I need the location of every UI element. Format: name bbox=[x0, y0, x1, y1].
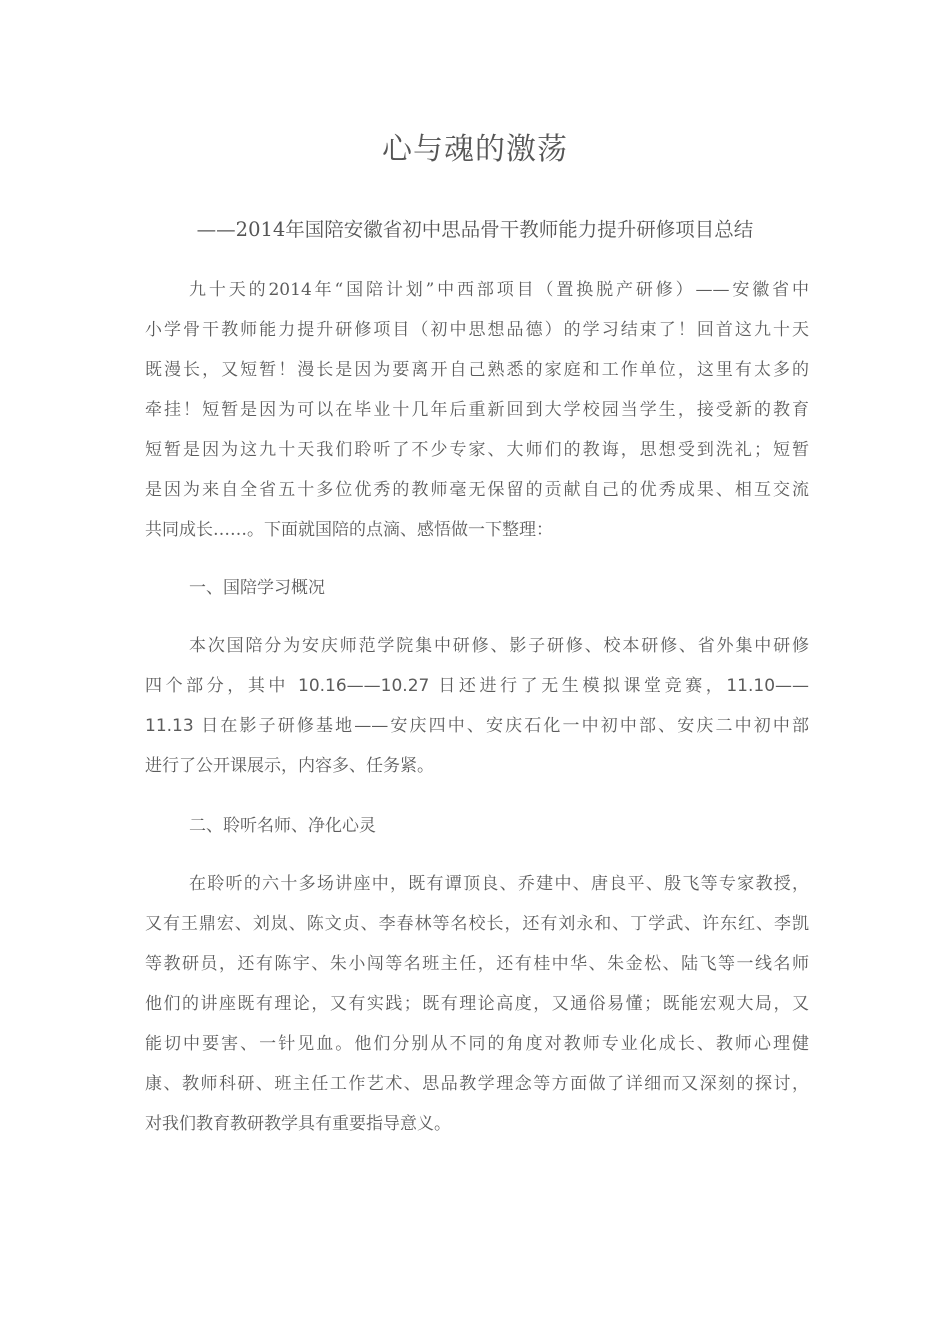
paragraph-line: 牵挂！短暂是因为可以在毕业十几年后重新回到大学校园当学生，接受新的教育 bbox=[145, 400, 809, 420]
document-title: 心与魂的激荡 bbox=[382, 132, 568, 167]
paragraph-line: 本次国陪分为安庆师范学院集中研修、影子研修、校本研修、省外集中研修 bbox=[189, 636, 809, 656]
paragraph-line: 在聆听的六十多场讲座中，既有谭顶良、乔建中、唐良平、殷飞等专家教授， bbox=[189, 874, 809, 894]
paragraph-line bbox=[145, 706, 809, 746]
paragraph-line: 康、教师科研、班主任工作艺术、思品教学理念等方面做了详细而又深刻的探讨， bbox=[145, 1074, 809, 1094]
paragraph-line: 能切中要害、一针见血。他们分别从不同的角度对教师专业化成长、教师心理健 bbox=[145, 1034, 809, 1054]
paragraph-line: 又有王鼎宏、刘岚、陈文贞、李春林等名校长，还有刘永和、丁学武、许东红、李凯 bbox=[145, 914, 809, 934]
paragraph-line: 是因为来自全省五十多位优秀的教师毫无保留的贡献自己的优秀成果、相互交流 bbox=[145, 480, 809, 500]
date-range: 10.16——10.27 bbox=[298, 676, 430, 696]
paragraph-line: 进行了公开课展示，内容多、任务紧。 bbox=[145, 756, 434, 776]
date-range: 11.13 bbox=[145, 716, 194, 736]
paragraph-lectures bbox=[145, 864, 809, 1144]
paragraph-intro bbox=[145, 270, 809, 550]
paragraph-line: 小学骨干教师能力提升研修项目（初中思想品德）的学习结束了！回首这九十天 bbox=[145, 320, 809, 340]
text-segment: 四个部分，其中 bbox=[145, 676, 290, 696]
date-range: 11.10—— bbox=[726, 676, 809, 696]
paragraph-overview bbox=[145, 626, 809, 786]
paragraph-line: 既漫长，又短暂！漫长是因为要离开自己熟悉的家庭和工作单位，这里有太多的 bbox=[145, 360, 809, 380]
paragraph-line: 对我们教育教研教学具有重要指导意义。 bbox=[145, 1114, 451, 1134]
paragraph-line: 他们的讲座既有理论，又有实践；既有理论高度，又通俗易懂；既能宏观大局，又 bbox=[145, 994, 809, 1014]
paragraph-line: 短暂是因为这九十天我们聆听了不少专家、大师们的教诲，思想受到洗礼；短暂 bbox=[145, 440, 809, 460]
section-heading-overview: 一、国陪学习概况 bbox=[189, 578, 325, 598]
paragraph-line: 共同成长……。下面就国陪的点滴、感悟做一下整理： bbox=[145, 520, 553, 540]
section-heading-lectures: 二、聆听名师、净化心灵 bbox=[189, 816, 376, 836]
paragraph-line: 九十天的2014年“国陪计划”中西部项目（置换脱产研修）——安徽省中 bbox=[189, 280, 809, 300]
document-subtitle: ——2014年国陪安徽省初中思品骨干教师能力提升研修项目总结 bbox=[196, 218, 754, 241]
text-segment: 日还进行了无生模拟课堂竞赛， bbox=[438, 676, 727, 696]
paragraph-line: 等教研员，还有陈宇、朱小闯等名班主任，还有桂中华、朱金松、陆飞等一线名师 bbox=[145, 954, 809, 974]
text-segment: 日在影子研修基地——安庆四中、安庆石化一中初中部、安庆二中初中部 bbox=[201, 716, 809, 736]
paragraph-line bbox=[145, 666, 809, 706]
